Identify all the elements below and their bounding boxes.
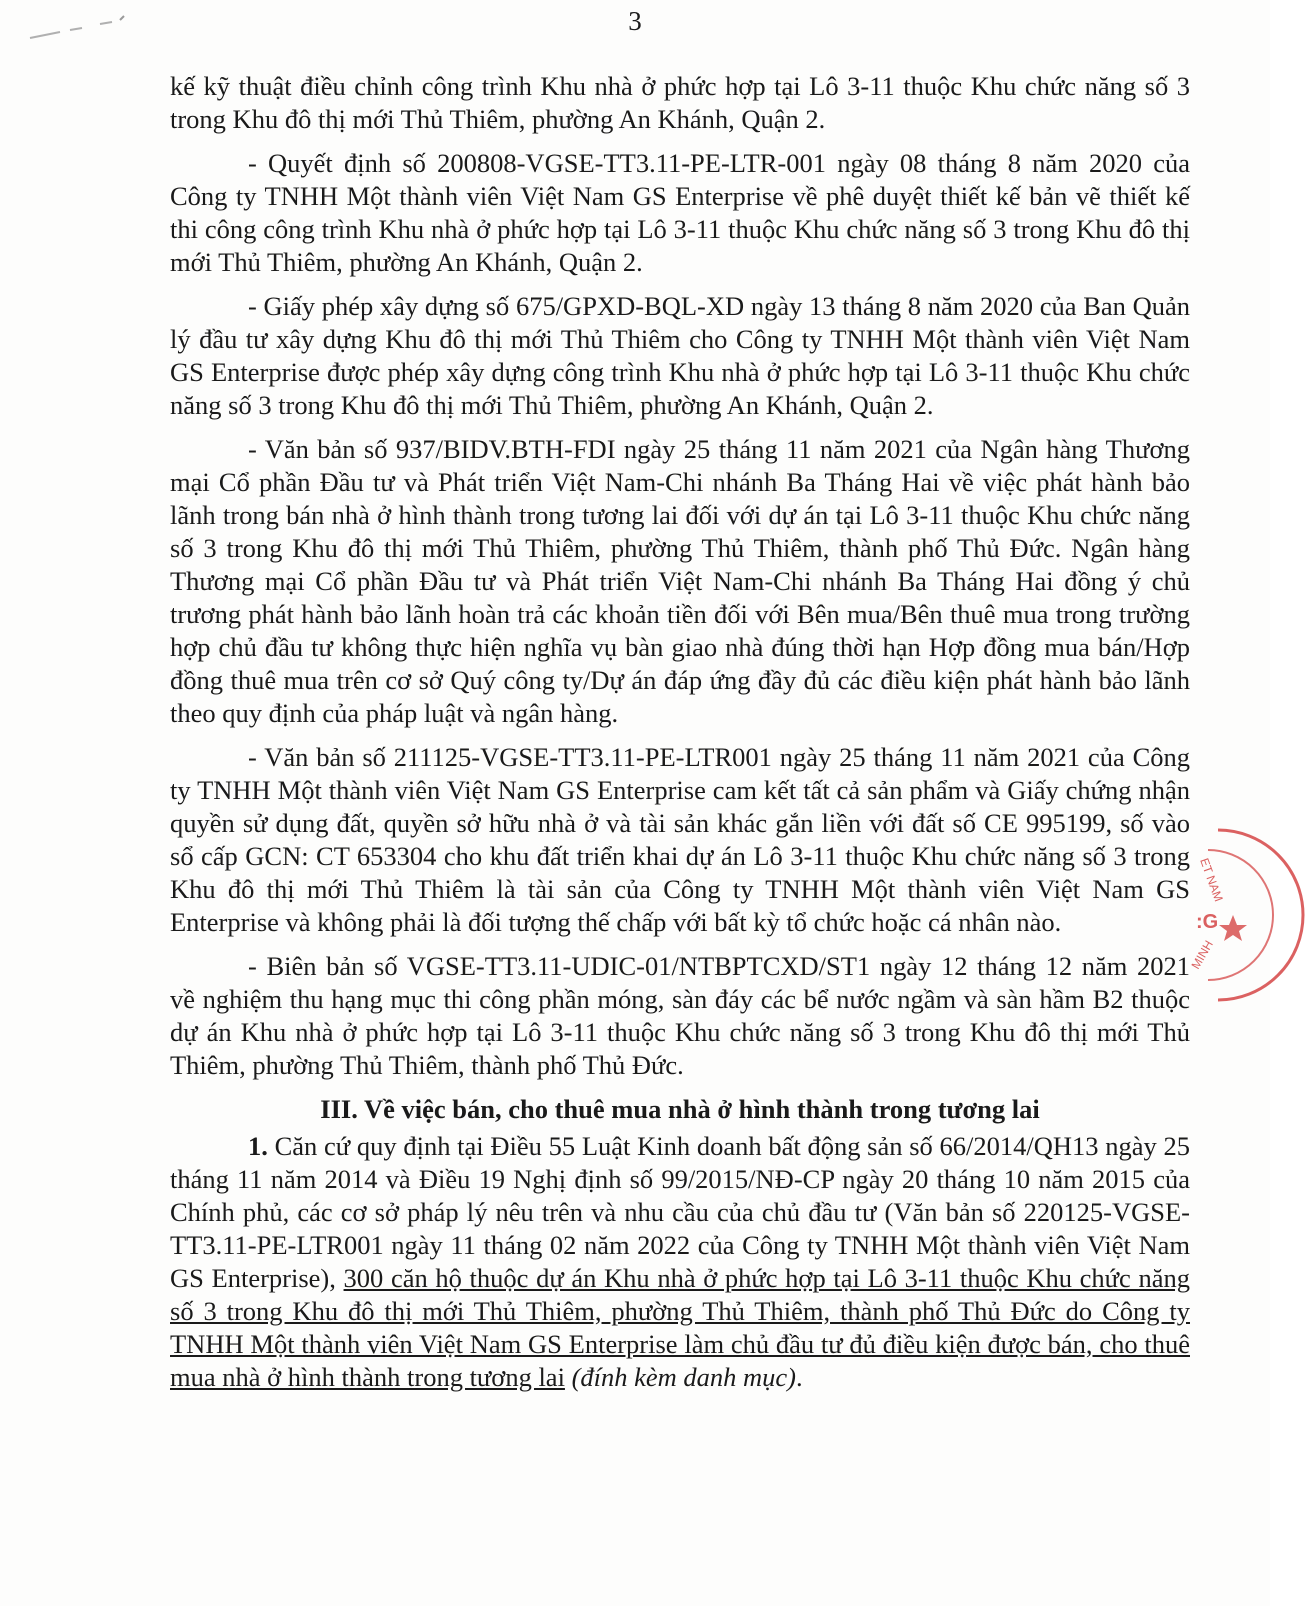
paragraph-building-permit: - Giấy phép xây dựng số 675/GPXD-BQL-XD ngày 13 tháng 8 năm 2020 của Ban Quản lý đầu tư xây dựng Khu đô thị mới Thủ Thiêm cho Công ty TNHH Một thành viên Việt Nam GS Enterprise được phép xây dựng công trình Khu nhà ở phức hợp tại Lô 3-11 thuộc Khu chức năng số 3 trong Khu đô thị mới Thủ Thiêm, phường An Khánh, Quận 2. — [170, 291, 1190, 420]
paragraph-commitment-letter: - Văn bản số 211125-VGSE-TT3.11-PE-LTR001 ngày 25 tháng 11 năm 2021 của Công ty TNHH Một thành viên Việt Nam GS Enterprise cam kết tất cả sản phẩm và Giấy chứng nhận quyền sử dụng đất, quyền sở hữu nhà ở và tài sản khác gắn liền với đất số CE 995199, số vào sổ cấp GCN: CT 653304 cho khu đất triển khai dự án Lô 3-11 thuộc Khu chức năng số 3 trong Khu đô thị mới Thủ Thiêm là tài sản của Công ty TNHH Một thành viên Việt Nam GS Enterprise và không phải là đối tượng thế chấp với bất kỳ tổ chức hoặc cá nhân nào. — [170, 742, 1190, 937]
document-body — [170, 70, 1190, 1405]
item-1-text: Căn cứ quy định tại Điều 55 Luật Kinh doanh bất động sản số 66/2014/QH13 ngày 25 tháng 11 năm 2014 và Điều 19 Nghị định số 99/2015/NĐ-CP ngày 20 tháng 10 năm 2015 của Chính phủ, các cơ sở pháp lý nêu trên và nhu cầu của chủ đầu tư (Văn bản số 220125-VGSE-TT3.11-PE-LTR001 ngày 11 tháng 02 năm 2022 của Công ty TNHH Một thành viên Việt Nam GS Enterprise), — [170, 1131, 1190, 1293]
svg-text:ET NAM: ET NAM — [1197, 856, 1226, 904]
item-1-underlined-text: 300 căn hộ thuộc dự án Khu nhà ở phức hợp tại Lô 3-11 thuộc Khu chức năng số 3 trong Khu đô thị mới Thủ Thiêm, phường Thủ Thiêm, thành phố Thủ Đức do Công ty TNHH Một thành viên Việt Nam GS Enterprise làm chủ đầu tư đủ điều kiện được bán, cho thuê mua nhà ở hình thành trong tương lai — [170, 1263, 1190, 1392]
paragraph-continuation: kế kỹ thuật điều chỉnh công trình Khu nhà ở phức hợp tại Lô 3-11 thuộc Khu chức năng số 3 trong Khu đô thị mới Thủ Thiêm, phường An Khánh, Quận 2. — [170, 71, 1190, 134]
paragraph-bidv-guarantee: - Văn bản số 937/BIDV.BTH-FDI ngày 25 tháng 11 năm 2021 của Ngân hàng Thương mại Cổ phần Đầu tư và Phát triển Việt Nam-Chi nhánh Ba Tháng Hai về việc phát hành bảo lãnh trong bán nhà ở hình thành trong tương lai đối với dự án tại Lô 3-11 thuộc Khu chức năng số 3 trong Khu đô thị mới Thủ Thiêm, phường Thủ Thiêm, thành phố Thủ Đức. Ngân hàng Thương mại Cổ phần Đầu tư và Phát triển Việt Nam-Chi nhánh Ba Tháng Hai đồng ý chủ trương phát hành bảo lãnh hoàn trả các khoản tiền đối với Bên mua/Bên thuê mua trong trường hợp chủ đầu tư không thực hiện nghĩa vụ bàn giao nhà đúng thời hạn Hợp đồng mua bán/Hợp đồng thuê mua trên cơ sở Quý công ty/Dự án đáp ứng đầy đủ các điều kiện phát hành bảo lãnh theo quy định của pháp luật và ngân hàng. — [170, 434, 1190, 728]
section-heading-iii: III. Về việc bán, cho thuê mua nhà ở hình thành trong tương lai — [320, 1094, 1040, 1124]
page-number: 3 — [628, 6, 642, 36]
paragraph-acceptance-minutes: - Biên bản số VGSE-TT3.11-UDIC-01/NTBPTCXD/ST1 ngày 12 tháng 12 năm 2021 về nghiệm thu hạng mục thi công phần móng, sàn đáy các bể nước ngầm và sàn hầm B2 thuộc dự án Khu nhà ở phức hợp tại Lô 3-11 thuộc Khu chức năng số 3 trong Khu đô thị mới Thủ Thiêm, phường Thủ Thiêm, thành phố Thủ Đức. — [170, 951, 1190, 1080]
svg-text::G: :G — [1196, 911, 1219, 933]
svg-text:MINH: MINH — [1188, 937, 1216, 972]
item-1-end: . — [796, 1362, 803, 1392]
item-1-italic-note: (đính kèm danh mục) — [564, 1362, 797, 1392]
item-number: 1. — [248, 1131, 268, 1161]
red-seal-stamp — [1188, 820, 1308, 1010]
paragraph-decision-200808: - Quyết định số 200808-VGSE-TT3.11-PE-LTR-001 ngày 08 tháng 8 năm 2020 của Công ty TNHH Một thành viên Việt Nam GS Enterprise về phê duyệt thiết kế bản vẽ thiết kế thi công công trình Khu nhà ở phức hợp tại Lô 3-11 thuộc Khu chức năng số 3 trong Khu đô thị mới Thủ Thiêm, phường An Khánh, Quận 2. — [170, 148, 1190, 277]
paragraph-item-1 — [170, 1130, 1190, 1394]
